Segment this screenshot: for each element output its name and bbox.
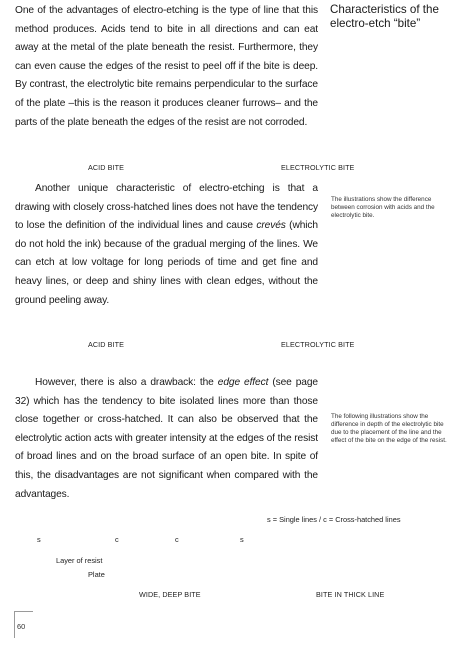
paragraph-2-text [15, 180, 318, 310]
figure1-label-electrolytic-bite: ELECTROLYTIC BITE [281, 163, 355, 172]
figure2-label-electrolytic-bite: ELECTROLYTIC BITE [281, 340, 355, 349]
paragraph-2-part-a: Another unique characteristic of electro-etching is that a drawing with closely cross-hatched lines does not have the tendency to lose the definition of the individual lines and cause [15, 183, 318, 232]
figure1-label-acid-bite: ACID BITE [88, 163, 125, 172]
label-layer-of-resist: Layer of resist [56, 556, 103, 565]
paragraph-3-text [15, 374, 318, 504]
label-plate: Plate [88, 570, 105, 579]
figure3-label-wide-deep-bite: WIDE, DEEP BITE [139, 590, 201, 599]
paragraph-3-part-a: However, there is also a drawback: the [35, 377, 218, 388]
letter-c-2: c [175, 535, 179, 544]
figure2-label-acid-bite: ACID BITE [88, 340, 125, 349]
figure-legend: s = Single lines / c = Cross-hatched lines [267, 515, 401, 524]
paragraph-2-part-b: (which do not hold the ink) because of the gradual merging of the lines. We can etch at low voltage for long periods of time and get fine and heavy lines, or deep and shiny lines with clean edges, without the ground peeling away. [15, 220, 318, 306]
letter-s-2: s [240, 535, 244, 544]
body-paragraph-3 [15, 374, 318, 504]
caption-2: The following illustrations show the difference in depth of the electrolytic bite due to the placement of the line and the effect of the bite on the edge of the resist. [331, 413, 447, 445]
paragraph-2-emphasis: crevés [256, 220, 286, 232]
paragraph-3-emphasis: edge effect [217, 377, 269, 388]
figure3-label-bite-in-thick-line: BITE IN THICK LINE [316, 590, 385, 599]
body-paragraph-2 [15, 180, 318, 310]
body-paragraph-1 [15, 2, 318, 132]
section-heading: Characteristics of the electro-etch “bite” [330, 3, 439, 30]
paragraph-3-part-b: (see page 32) which has the tendency to bite isolated lines more than those close together or cross-hatched. It can also be observed that the electrolytic action acts with greater intensity at the edges of the resist of broad lines and on the broad surface of an open bite. In spite of this, the disadvantages are not significant when compared with the advantages. [15, 377, 318, 500]
paragraph-1-text: One of the advantages of electro-etching is the type of line that this method produces. Acids tend to bite in all directions and can eat away at the metal of the plate beneath the resist. Furthermore, they can even cause the edges of the resist to peel off if the bite is deep. By contrast, the electrolytic bite remains perpendicular to the surface of the plate –this is the reason it produces cleaner furrows– and the parts of the plate beneath the edges of the resist are not corroded. [15, 5, 318, 128]
caption-1: The illustrations show the difference between corrosion with acids and the electrolytic bite. [331, 196, 435, 220]
letter-s-1: s [37, 535, 41, 544]
letter-c-1: c [115, 535, 119, 544]
page-number: 60 [17, 622, 26, 631]
